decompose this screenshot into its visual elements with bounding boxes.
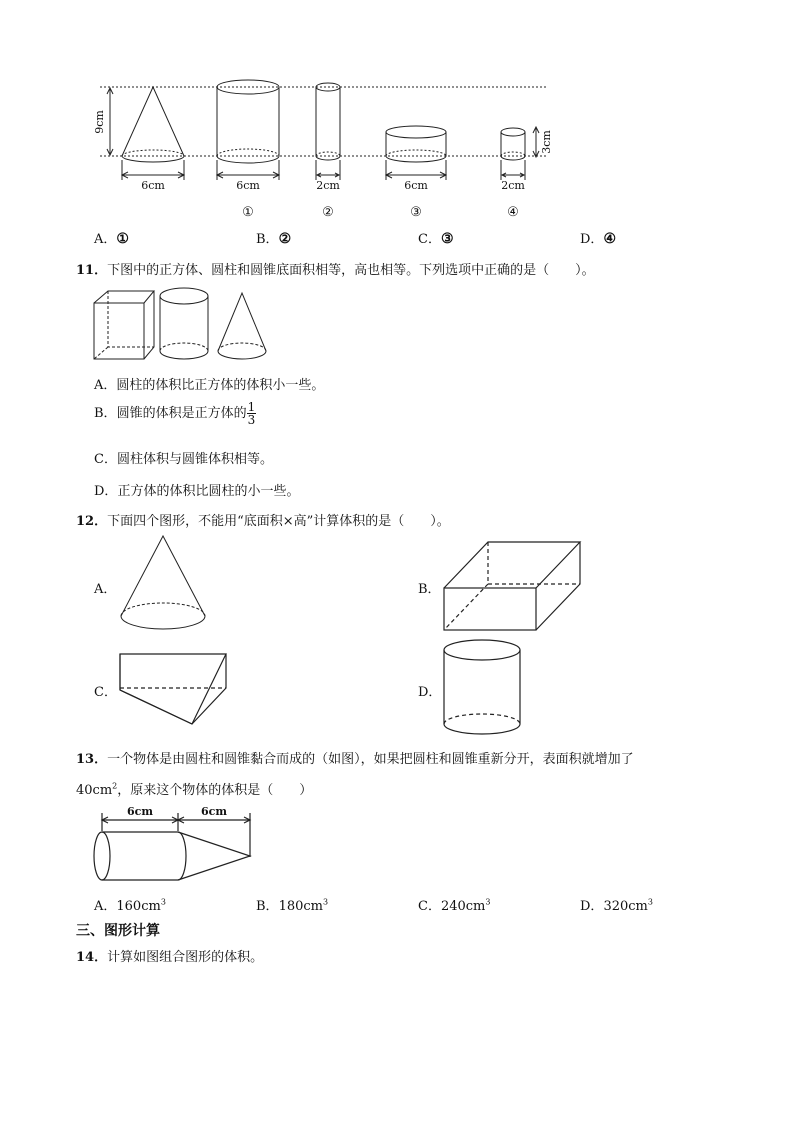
q12-option-d[interactable]: D．: [418, 685, 442, 700]
q14-stem: 14．计算如图组合图形的体积。: [76, 950, 264, 965]
q10-option-c[interactable]: C．③: [418, 231, 454, 247]
q13-cyl-len-label: 6cm: [127, 805, 153, 818]
q13-stem-line2: $40cm^2$，原来这个物体的体积是（ ）: [76, 781, 313, 798]
q11-option-b-fraction: $\frac{1}{3}$: [247, 400, 256, 427]
q10-num-3: ③: [410, 205, 422, 220]
q11-option-b[interactable]: B．圆锥的体积是正方体的 $\frac{1}{3}$: [94, 400, 256, 427]
q11-figure: [90, 285, 275, 365]
section-3-title: 三、图形计算: [76, 923, 160, 939]
q13-cone-len-label: 6cm: [201, 805, 227, 818]
q10-option-b[interactable]: B．②: [256, 231, 292, 247]
q10-num-4: ④: [507, 205, 519, 220]
q10-c3-base-label: 6cm: [404, 179, 428, 192]
q11-option-a[interactable]: A．圆柱的体积比正方体的体积小一些。: [94, 378, 325, 393]
q10-option-a[interactable]: A．①: [94, 231, 129, 247]
q13-option-c[interactable]: C．$240cm^3$: [418, 897, 491, 914]
q10-c2-base-label: 2cm: [316, 179, 340, 192]
q12-cone-figure: [118, 532, 210, 636]
q10-cone-base-label: 6cm: [141, 179, 165, 192]
q12-cuboid-figure: [440, 540, 584, 634]
q12-option-a[interactable]: A．: [94, 582, 117, 597]
q12-cylinder-figure: [440, 636, 524, 740]
q10-figure: [80, 75, 560, 225]
q13-option-a[interactable]: A．$160cm^3$: [94, 897, 166, 914]
q12-option-b[interactable]: B．: [418, 582, 441, 597]
q10-c1-base-label: 6cm: [236, 179, 260, 192]
q13-figure: [92, 805, 258, 885]
q12-prism-figure: [116, 650, 230, 728]
q13-option-d[interactable]: D．$320cm^3$: [580, 897, 653, 914]
q11-option-d[interactable]: D．正方体的体积比圆柱的小一些。: [94, 484, 300, 499]
q13-option-b[interactable]: B．$180cm^3$: [256, 897, 329, 914]
q10-option-d[interactable]: D．④: [580, 231, 616, 247]
q12-option-c[interactable]: C．: [94, 685, 117, 700]
q10-height-label: 9cm: [93, 110, 106, 134]
q10-c4-base-label: 2cm: [501, 179, 525, 192]
q10-num-1: ①: [242, 205, 254, 220]
q11-stem: 11．下图中的正方体、圆柱和圆锥底面积相等，高也相等。下列选项中正确的是（ ）。: [76, 263, 595, 278]
q12-stem: 12．下面四个图形，不能用“底面积×高”计算体积的是（ ）。: [76, 514, 450, 529]
q10-num-2: ②: [322, 205, 334, 220]
q11-option-c[interactable]: C．圆柱体积与圆锥体积相等。: [94, 452, 273, 467]
q10-c4-height-label: 3cm: [540, 130, 553, 154]
q13-stem-line1: 13．一个物体是由圆柱和圆锥黏合而成的（如图），如果把圆柱和圆锥重新分开，表面积就增加了: [76, 752, 634, 767]
